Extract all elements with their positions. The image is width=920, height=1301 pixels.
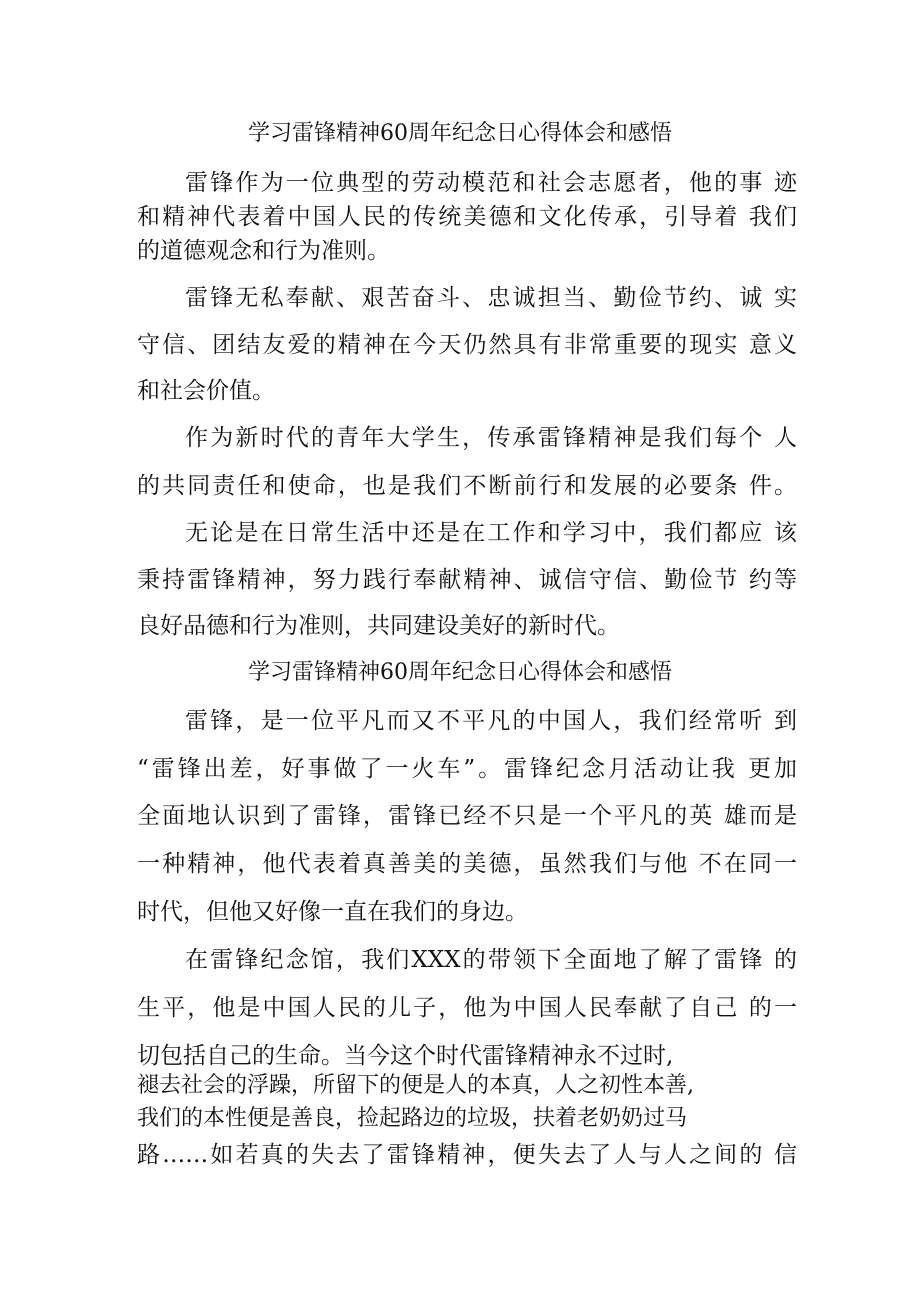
- paragraph-line: 全面地认识到了雷锋，雷锋已经不只是一个平凡的英 雄而是: [137, 803, 797, 829]
- paragraph-line: 雷锋作为一位典型的劳动模范和社会志愿者，他的事 迹: [185, 170, 797, 196]
- paragraph-line: 和精神代表着中国人民的传统美德和文化传承，引导着 我们: [137, 204, 797, 230]
- paragraph-line: 作为新时代的青年大学生，传承雷锋精神是我们每个 人: [185, 425, 797, 451]
- paragraph-line: 守信、团结友爱的精神在今天仍然具有非常重要的现实 意义: [137, 332, 797, 358]
- paragraph-line: 一种精神，他代表着真善美的美德，虽然我们与他 不在同一: [137, 851, 797, 877]
- section-2-title: 学习雷锋精神60周年纪念日心得体会和感悟: [248, 660, 672, 685]
- section-1-title: 学习雷锋精神60周年纪念日心得体会和感悟: [248, 121, 672, 146]
- paragraph-line: 我们的本性便是善良，捡起路边的垃圾，扶着老奶奶过马: [137, 1106, 688, 1131]
- paragraph-line: 生平，他是中国人民的儿子，他为中国人民奉献了自己 的一: [137, 995, 797, 1021]
- paragraph-line: 的道德观念和行为准则。: [137, 238, 390, 264]
- paragraph-line: “雷锋出差，好事做了一火车”。雷锋纪念月活动让我 更加: [137, 756, 797, 782]
- paragraph-line: 雷锋，是一位平凡而又不平凡的中国人，我们经常听 到: [185, 708, 797, 734]
- paragraph-line: 的共同责任和使命，也是我们不断前行和发展的必要条 件。: [137, 473, 797, 499]
- paragraph-line: 在雷锋纪念馆，我们XXX的带领下全面地了解了雷锋 的: [185, 947, 797, 973]
- paragraph-line: 无论是在日常生活中还是在工作和学习中，我们都应 该: [185, 520, 797, 546]
- paragraph-line: 秉持雷锋精神，努力践行奉献精神、诚信守信、勤俭节 约等: [137, 567, 797, 593]
- paragraph-line: 路……如若真的失去了雷锋精神，便失去了人与人之间的 信: [137, 1142, 797, 1168]
- paragraph-line: 切包括自己的生命。当今这个时代雷锋精神永不过时,: [137, 1043, 674, 1069]
- paragraph-line: 褪去社会的浮躁，所留下的便是人的本真，人之初性本善,: [137, 1073, 694, 1098]
- paragraph-line: 雷锋无私奉献、艰苦奋斗、忠诚担当、勤俭节约、诚 实: [185, 285, 797, 311]
- paragraph-line: 和社会价值。: [137, 378, 275, 404]
- paragraph-line: 时代，但他又好像一直在我们的身边。: [137, 899, 528, 925]
- paragraph-line: 良好品德和行为准则，共同建设美好的新时代。: [137, 613, 620, 639]
